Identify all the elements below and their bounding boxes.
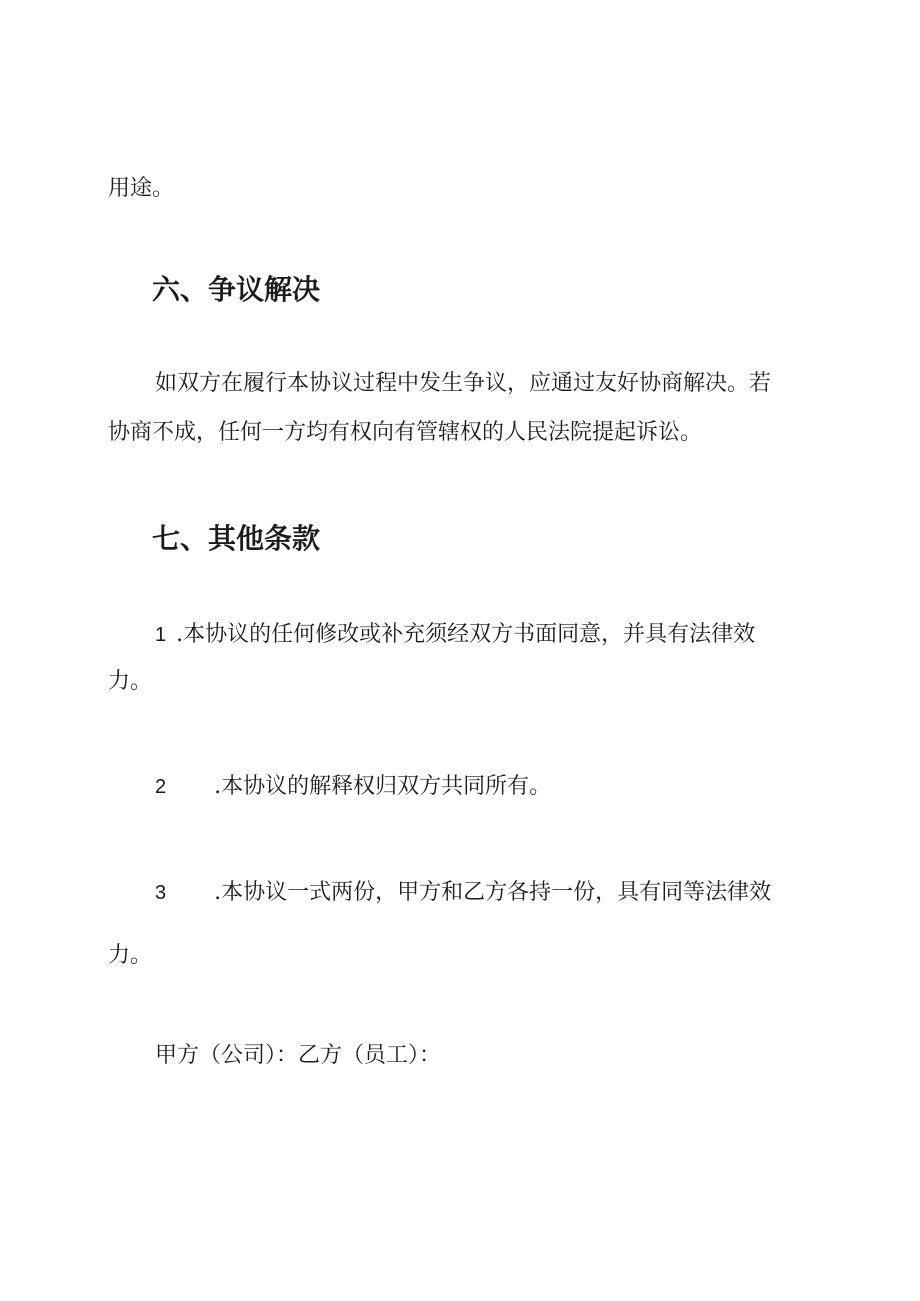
section-7-heading: 七、其他条款 xyxy=(152,522,321,555)
signature-line: 甲方（公司）：乙方（员工）： xyxy=(155,1043,442,1068)
clause-1-line-2: 力。 xyxy=(108,669,153,694)
previous-section-tail: 用途。 xyxy=(108,176,175,201)
section-6-paragraph-line-2: 协商不成，任何一方均有权向有管辖权的人民法院提起诉讼。 xyxy=(108,420,703,445)
clause-2-text: .本协议的解释权归双方共同所有。 xyxy=(214,774,552,799)
clause-1-text: .本协议的任何修改或补充须经双方书面同意，并具有法律效 xyxy=(176,622,756,647)
clause-2-number: 2 xyxy=(155,776,167,798)
section-6-paragraph-line-1: 如双方在履行本协议过程中发生争议，应通过友好协商解决。若 xyxy=(155,371,772,396)
clause-3-text: .本协议一式两份，甲方和乙方各持一份，具有同等法律效 xyxy=(214,880,772,905)
clause-1-line-1 xyxy=(155,620,755,650)
clause-3-line-1 xyxy=(155,878,771,908)
clause-1-number: 1 xyxy=(155,624,167,646)
section-6-heading: 六、争议解决 xyxy=(152,273,321,306)
clause-2-line-1 xyxy=(155,772,551,802)
clause-3-number: 3 xyxy=(155,882,167,904)
clause-3-line-2: 力。 xyxy=(108,943,153,968)
